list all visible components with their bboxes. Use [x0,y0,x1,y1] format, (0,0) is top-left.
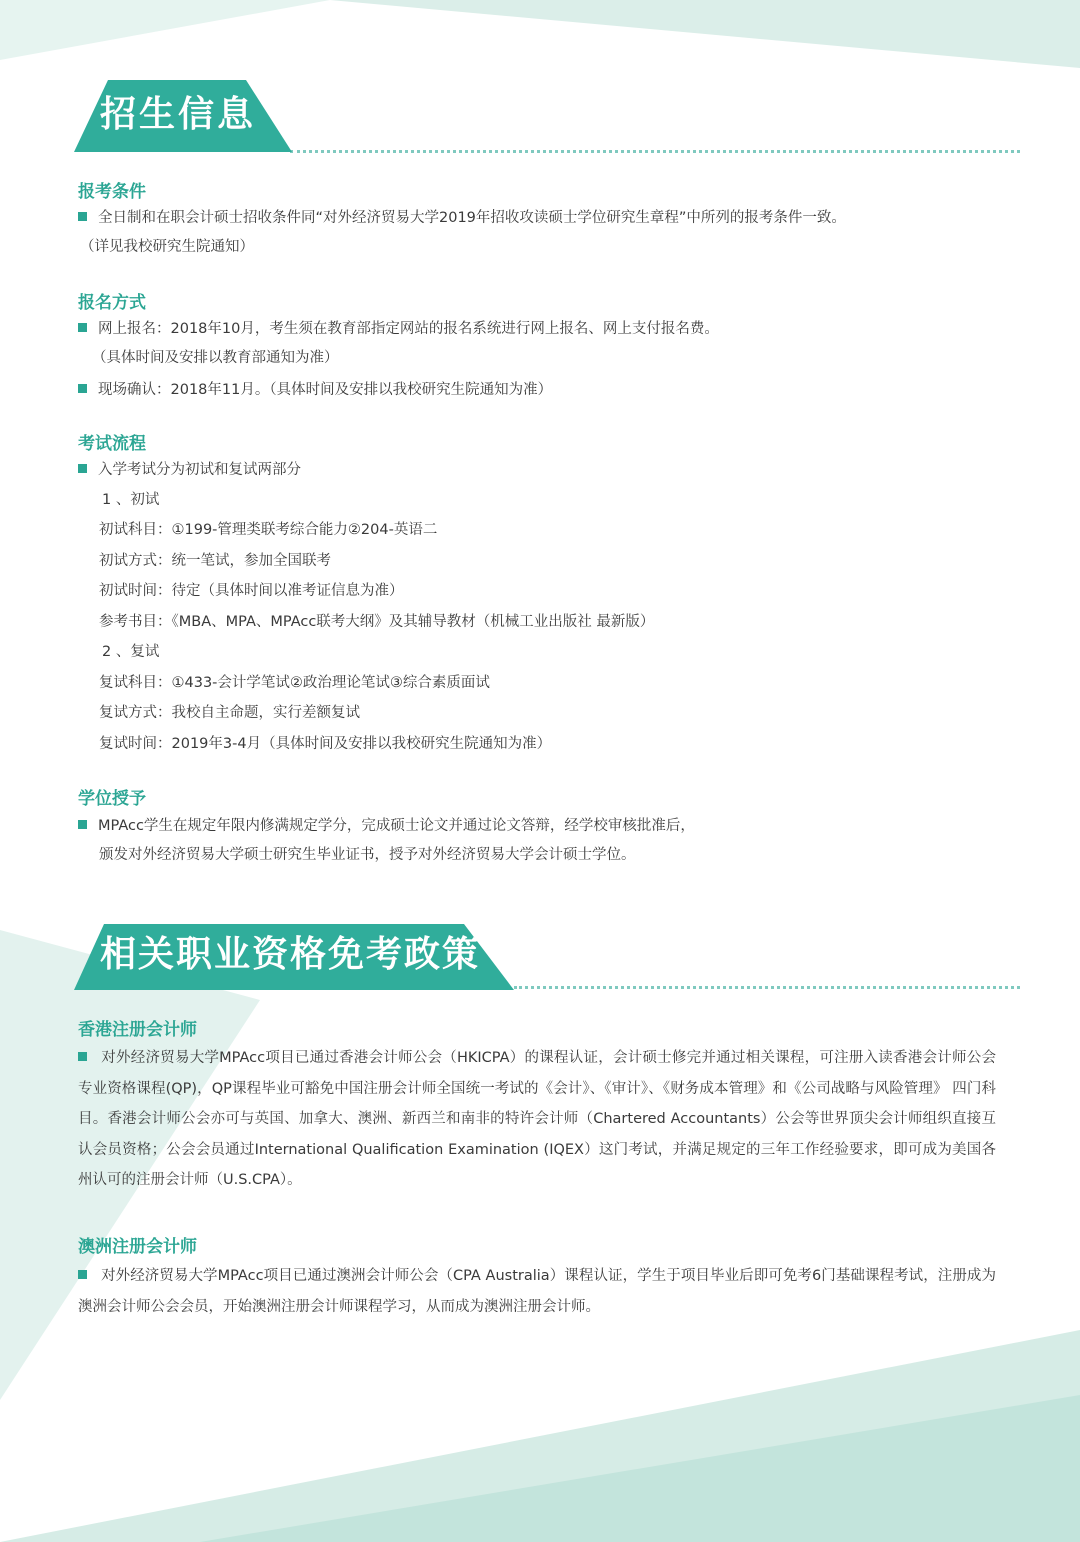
section-divider [290,150,1020,153]
block-heading-eligibility: 报考条件 [78,182,146,202]
sub-item: 初试科目：①199-管理类联考综合能力②204-英语二 [99,522,438,538]
section-title: 招生信息 [100,94,257,135]
bullet-square [78,1270,87,1279]
section-title: 相关职业资格免考政策 [100,934,481,975]
list-item-continuation: 颁发对外经济贸易大学硕士研究生毕业证书，授予对外经济贸易大学会计硕士学位。 [99,847,636,863]
bullet-square [78,384,87,393]
block-heading-registration: 报名方式 [78,293,146,313]
sub-item: 复试方式：我校自主命题，实行差额复试 [99,705,360,721]
block-heading-au-cpa: 澳洲注册会计师 [78,1237,197,1257]
list-item-note: （具体时间及安排以教育部通知为准） [92,350,339,366]
bullet-square [78,1052,87,1061]
list-item: 入学考试分为初试和复试两部分 [78,460,301,480]
top-right-shape [330,0,1080,68]
bullet-square [78,464,87,473]
sub-item: 参考书目：《MBA、MPA、MPAcc联考大纲》及其辅导教材（机械工业出版社 最新版） [99,614,655,630]
paragraph-hk-cpa: 对外经济贸易大学MPAcc项目已通过香港会计师公会（HKICPA）的课程认证，会计硕士修完并通过相关课程，可注册入读香港会计师公会专业资格课程(QP)，QP课程毕业可豁免中国注册会计师全国统一考试的《会计》、《审计》、《财务成本管理》和《公司战略与风险管理》 四门科目。香港会计师公会亦可与英国、加拿大、澳洲、新西兰和南非的特许会计师（Chartered Accountants）公会等世界顶尖会计师组织直接互认会员资格；公会会员通过International Qualification Examination (IQEX）这门考试，并满足规定的三年工作经验要求，即可成为美国各州认可的注册会计师（U.S.CPA）。 [78,1050,996,1188]
list-item: 现场确认：2018年11月。（具体时间及安排以我校研究生院通知为准） [78,380,552,400]
bullet-square [78,820,87,829]
list-item: MPAcc学生在规定年限内修满规定学分，完成硕士论文并通过论文答辩，经学校审核批准后， [78,816,695,836]
bullet-square [78,212,87,221]
block-heading-exam-process: 考试流程 [78,434,146,454]
top-left-shape [0,0,330,60]
sub-item: 复试科目：①433-会计学笔试②政治理论笔试③综合素质面试 [99,675,490,691]
section-divider [514,986,1020,989]
block-heading-degree: 学位授予 [78,789,146,809]
list-item: 全日制和在职会计硕士招收条件同“对外经济贸易大学2019年招收攻读硕士学位研究生章程”中所列的报考条件一致。 [78,208,846,228]
list-item: 网上报名：2018年10月，考生须在教育部指定网站的报名系统进行网上报名、网上支付报名费。 [78,319,719,339]
sub-item-preliminary: 1 、初试 [102,492,160,508]
sub-item: 初试时间：待定（具体时间以准考证信息为准） [99,583,404,599]
list-item-note: （详见我校研究生院通知） [80,239,254,255]
bullet-square [78,323,87,332]
section-banner-admission [74,80,294,152]
block-heading-hk-cpa: 香港注册会计师 [78,1020,197,1040]
section-banner-exemption [74,924,516,996]
sub-item: 初试方式：统一笔试，参加全国联考 [99,553,331,569]
sub-item-retest: 2 、复试 [102,644,160,660]
paragraph-au-cpa: 对外经济贸易大学MPAcc项目已通过澳洲会计师公会（CPA Australia）课程认证，学生于项目毕业后即可免考6门基础课程考试，注册成为澳洲会计师公会会员，开始澳洲注册会计师课程学习，从而成为澳洲注册会计师。 [78,1268,996,1315]
sub-item: 复试时间：2019年3-4月（具体时间及安排以我校研究生院通知为准） [99,736,552,752]
